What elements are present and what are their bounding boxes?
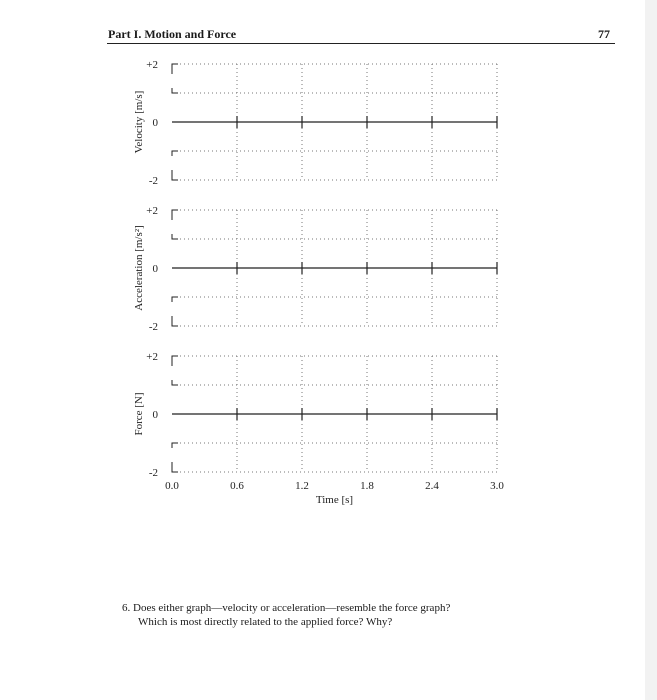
question-line-1: 6. Does either graph—velocity or acceleration—resemble the force graph? — [122, 602, 451, 614]
page-number: 77 — [598, 27, 610, 41]
y-tick-label: +2 — [146, 205, 158, 217]
x-tick-label: 0.0 — [165, 480, 179, 492]
y-tick-label: -2 — [148, 175, 158, 187]
axis-bracket-top — [172, 64, 178, 74]
axis-bracket-upper — [172, 380, 178, 385]
y-tick-label: 0 — [152, 263, 158, 275]
x-tick-label: 3.0 — [490, 480, 504, 492]
axis-bracket-bottom — [172, 462, 178, 472]
axis-bracket-top — [172, 356, 178, 366]
axis-bracket-upper — [172, 88, 178, 93]
x-tick-label: 0.6 — [230, 480, 244, 492]
axis-bracket-bottom — [172, 170, 178, 180]
axis-bracket-top — [172, 210, 178, 220]
y-axis-title: Velocity [m/s] — [133, 90, 145, 154]
question-6 — [122, 601, 562, 629]
axis-bracket-bottom — [172, 316, 178, 326]
y-tick-label: +2 — [146, 351, 158, 363]
x-tick-label: 1.8 — [360, 480, 374, 492]
y-tick-label: -2 — [148, 467, 158, 479]
axis-bracket-lower — [172, 443, 178, 448]
x-axis-title: Time [s] — [315, 494, 354, 506]
y-tick-label: 0 — [152, 409, 158, 421]
y-axis-title: Acceleration [m/s²] — [133, 225, 145, 311]
x-tick-label: 2.4 — [425, 480, 439, 492]
y-axis-title: Force [N] — [133, 392, 145, 436]
x-tick-label: 1.2 — [295, 480, 309, 492]
y-tick-label: -2 — [148, 321, 158, 333]
axis-bracket-lower — [172, 297, 178, 302]
y-tick-label: +2 — [146, 59, 158, 71]
axis-bracket-upper — [172, 234, 178, 239]
question-line-2: Which is most directly related to the applied force? Why? — [138, 616, 393, 628]
y-tick-label: 0 — [152, 117, 158, 129]
axis-bracket-lower — [172, 151, 178, 156]
section-title: Part I. Motion and Force — [108, 27, 237, 41]
